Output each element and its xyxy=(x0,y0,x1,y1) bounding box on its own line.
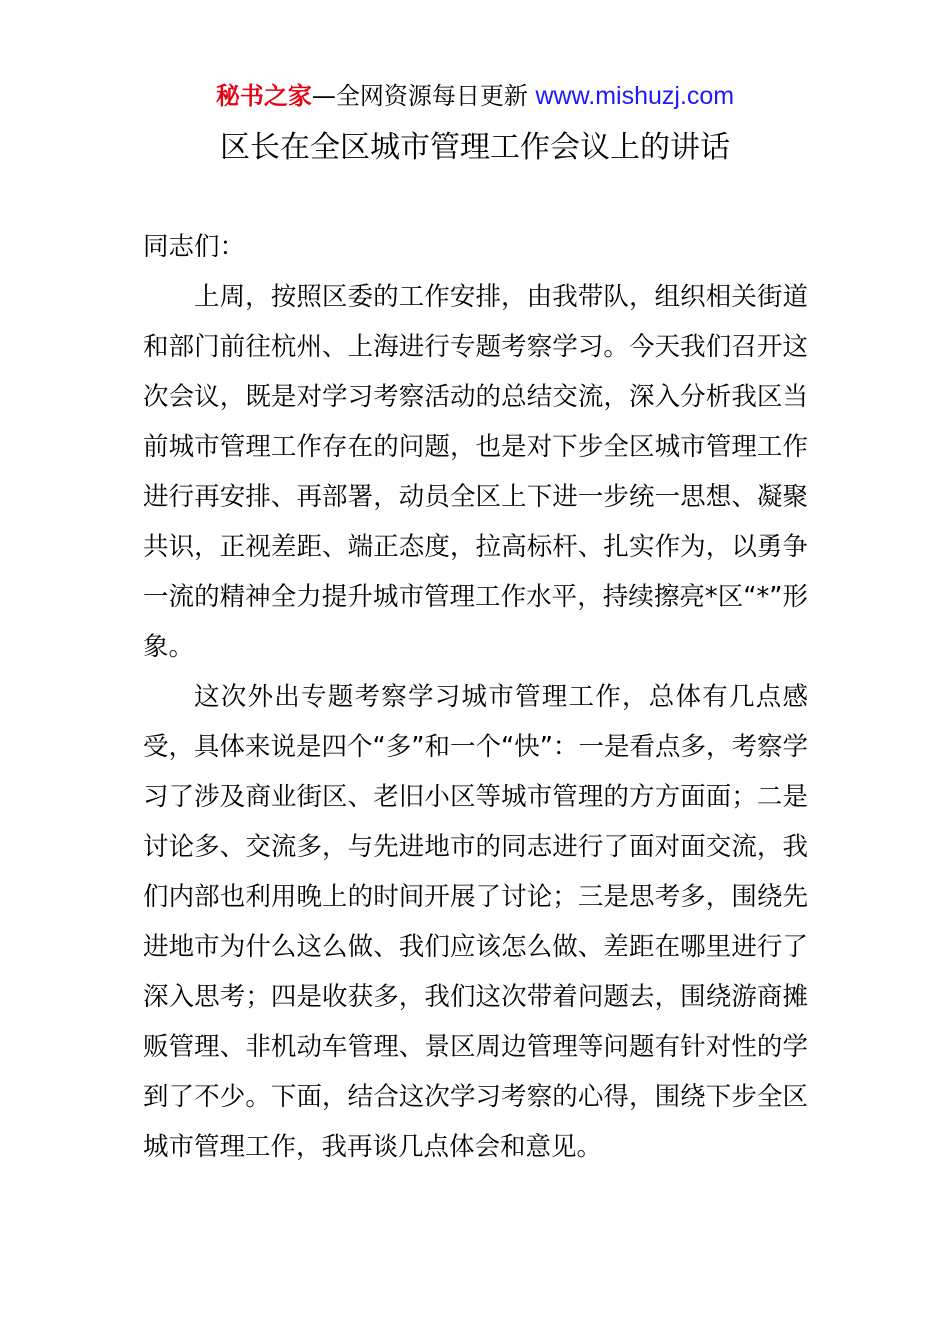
header-tagline: —全网资源每日更新 xyxy=(311,82,536,110)
salutation: 同志们： xyxy=(143,232,246,262)
document-body xyxy=(143,222,808,1172)
site-url-link[interactable]: www.mishuzj.com xyxy=(535,82,735,110)
paragraph-2: 这次外出专题考察学习城市管理工作，总体有几点感受，具体来说是四个“多”和一个“快”：一是看点多，考察学习了涉及商业街区、老旧小区等城市管理的方方面面；二是讨论多、交流多，与先进地市的同志进行了面对面交流，我们内部也利用晚上的时间开展了讨论；三是思考多，围绕先进地市为什么这么做、我们应该怎么做、差距在哪里进行了深入思考；四是收获多，我们这次带着问题去，围绕游商摊贩管理、非机动车管理、景区周边管理等问题有针对性的学到了不少。下面，结合这次学习考察的心得，围绕下步全区城市管理工作，我再谈几点体会和意见。 xyxy=(143,682,808,1162)
brand-name: 秘书之家 xyxy=(215,82,312,110)
site-header xyxy=(0,80,950,112)
document-title: 区长在全区城市管理工作会议上的讲话 xyxy=(220,130,730,165)
paragraph-1: 上周，按照区委的工作安排，由我带队，组织相关街道和部门前往杭州、上海进行专题考察学习。今天我们召开这次会议，既是对学习考察活动的总结交流，深入分析我区当前城市管理工作存在的问题，也是对下步全区城市管理工作进行再安排、再部署，动员全区上下进一步统一思想、凝聚共识，正视差距、端正态度，拉高标杆、扎实作为，以勇争一流的精神全力提升城市管理工作水平，持续擦亮*区“*”形象。 xyxy=(143,282,808,662)
